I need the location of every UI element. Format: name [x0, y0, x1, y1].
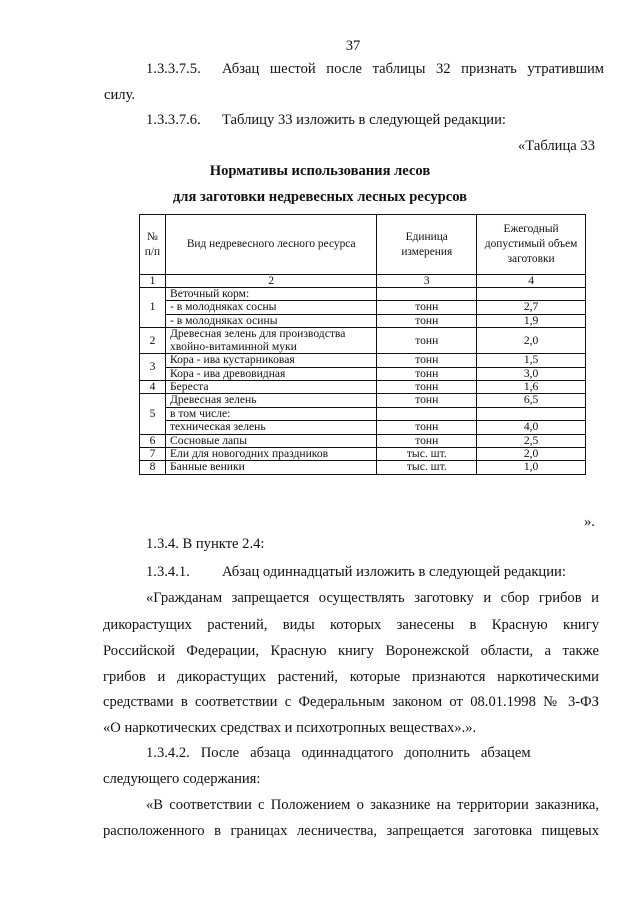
table-title-line-1: Нормативы использования лесов	[209, 163, 431, 179]
para-1-3-4-2-line-2: следующего содержания:	[103, 771, 261, 787]
unit-cell	[377, 407, 477, 420]
resource-cell: - в молодняках осины	[165, 314, 376, 327]
quote-1-line: средствами в соответствии с Федеральным законом от 08.01.1998 № 3-ФЗ	[103, 694, 599, 710]
header-num: № п/п	[140, 215, 166, 275]
volume-cell: 2,7	[477, 301, 586, 314]
quote-2-line: расположенного в границах лесничества, запрещается заготовка пищевых	[103, 823, 599, 839]
volume-cell: 1,0	[477, 461, 586, 474]
column-number: 1	[140, 275, 166, 288]
volume-cell: 3,0	[477, 367, 586, 380]
unit-cell: тонн	[377, 367, 477, 380]
table-row	[140, 434, 586, 447]
volume-cell: 6,5	[477, 394, 586, 407]
row-number: 8	[140, 461, 166, 474]
table-row	[140, 301, 586, 314]
quote-2-line: «В соответствии с Положением о заказнике на территории заказника,	[146, 797, 599, 813]
table-row	[140, 367, 586, 380]
table-header-row	[140, 215, 586, 275]
volume-cell	[477, 288, 586, 301]
quote-1-line: Российской Федерации, Красную книгу Воронежской области, а также	[103, 643, 599, 659]
resource-cell: Кора - ива древовидная	[165, 367, 376, 380]
unit-cell: тонн	[377, 301, 477, 314]
unit-cell: тонн	[377, 354, 477, 367]
unit-cell: тонн	[377, 328, 477, 354]
quote-1-line: дикорастущих растений, виды которых занесены в Красную книгу	[103, 617, 599, 633]
para-1-3-4: 1.3.4. В пункте 2.4:	[146, 536, 265, 552]
volume-cell: 4,0	[477, 421, 586, 434]
volume-cell: 1,9	[477, 314, 586, 327]
table-row	[140, 381, 586, 394]
resource-cell: Сосновые лапы	[165, 434, 376, 447]
unit-cell: тонн	[377, 381, 477, 394]
para-number-1-3-3-7-5: 1.3.3.7.5.	[146, 61, 201, 77]
resource-cell: в том числе:	[165, 407, 376, 420]
quote-1-line: грибов и дикорастущих растений, которые признаются наркотическими	[103, 669, 599, 685]
header-volume: Ежегодный допустимый объем заготовки	[477, 215, 586, 275]
para-text-1-3-4-1: Абзац одиннадцатый изложить в следующей редакции:	[222, 564, 566, 580]
header-unit: Единица измерения	[377, 215, 477, 275]
table-row	[140, 328, 586, 354]
table-row	[140, 407, 586, 420]
row-number: 3	[140, 354, 166, 381]
resource-cell: Веточный корм:	[165, 288, 376, 301]
volume-cell: 2,0	[477, 328, 586, 354]
table-row	[140, 461, 586, 474]
volume-cell: 2,0	[477, 448, 586, 461]
row-number: 6	[140, 434, 166, 447]
table-title-line-2: для заготовки недревесных лесных ресурсов	[172, 189, 468, 205]
unit-cell: тонн	[377, 434, 477, 447]
page-number: 37	[345, 38, 361, 54]
row-number: 1	[140, 288, 166, 328]
volume-cell	[477, 407, 586, 420]
unit-cell: тонн	[377, 421, 477, 434]
table-row	[140, 394, 586, 407]
row-number: 5	[140, 394, 166, 434]
row-number: 7	[140, 448, 166, 461]
table-row	[140, 354, 586, 367]
table-reference: «Таблица 33	[518, 138, 596, 154]
row-number: 4	[140, 381, 166, 394]
norms-table	[139, 214, 586, 475]
table-row	[140, 448, 586, 461]
resource-cell: техническая зелень	[165, 421, 376, 434]
resource-cell: Древесная зелень для производства хвойно-витаминной муки	[165, 328, 376, 354]
para-number-1-3-3-7-6: 1.3.3.7.6.	[146, 112, 201, 128]
para-number-1-3-4-1: 1.3.4.1.	[146, 564, 190, 580]
table-column-numbers-row	[140, 275, 586, 288]
para-text-1-3-3-7-5-cont: силу.	[104, 87, 136, 103]
unit-cell	[377, 288, 477, 301]
para-1-3-4-2-line-1: 1.3.4.2. После абзаца одиннадцатого дополнить абзацем	[146, 745, 531, 761]
resource-cell: Банные веники	[165, 461, 376, 474]
row-number: 2	[140, 328, 166, 354]
unit-cell: тыс. шт.	[377, 448, 477, 461]
volume-cell: 1,6	[477, 381, 586, 394]
column-number: 2	[165, 275, 376, 288]
volume-cell: 2,5	[477, 434, 586, 447]
volume-cell: 1,5	[477, 354, 586, 367]
unit-cell: тыс. шт.	[377, 461, 477, 474]
resource-cell: Ели для новогодних праздников	[165, 448, 376, 461]
resource-cell: - в молодняках сосны	[165, 301, 376, 314]
header-resource: Вид недревесного лесного ресурса	[165, 215, 376, 275]
resource-cell: Береста	[165, 381, 376, 394]
column-number: 3	[377, 275, 477, 288]
resource-cell: Древесная зелень	[165, 394, 376, 407]
quote-1-line: «О наркотических средствах и психотропных веществах».».	[103, 720, 477, 736]
column-number: 4	[477, 275, 586, 288]
table-row	[140, 421, 586, 434]
resource-cell: Кора - ива кустарниковая	[165, 354, 376, 367]
table-row	[140, 314, 586, 327]
unit-cell: тонн	[377, 314, 477, 327]
unit-cell: тонн	[377, 394, 477, 407]
table-row	[140, 288, 586, 301]
para-text-1-3-3-7-5: Абзац шестой после таблицы 32 признать утратившим	[222, 61, 604, 77]
quote-1-line: «Гражданам запрещается осуществлять заготовку и сбор грибов и	[146, 590, 599, 606]
para-text-1-3-3-7-6: Таблицу 33 изложить в следующей редакции:	[222, 112, 506, 128]
table-closing-mark: ».	[584, 514, 595, 530]
